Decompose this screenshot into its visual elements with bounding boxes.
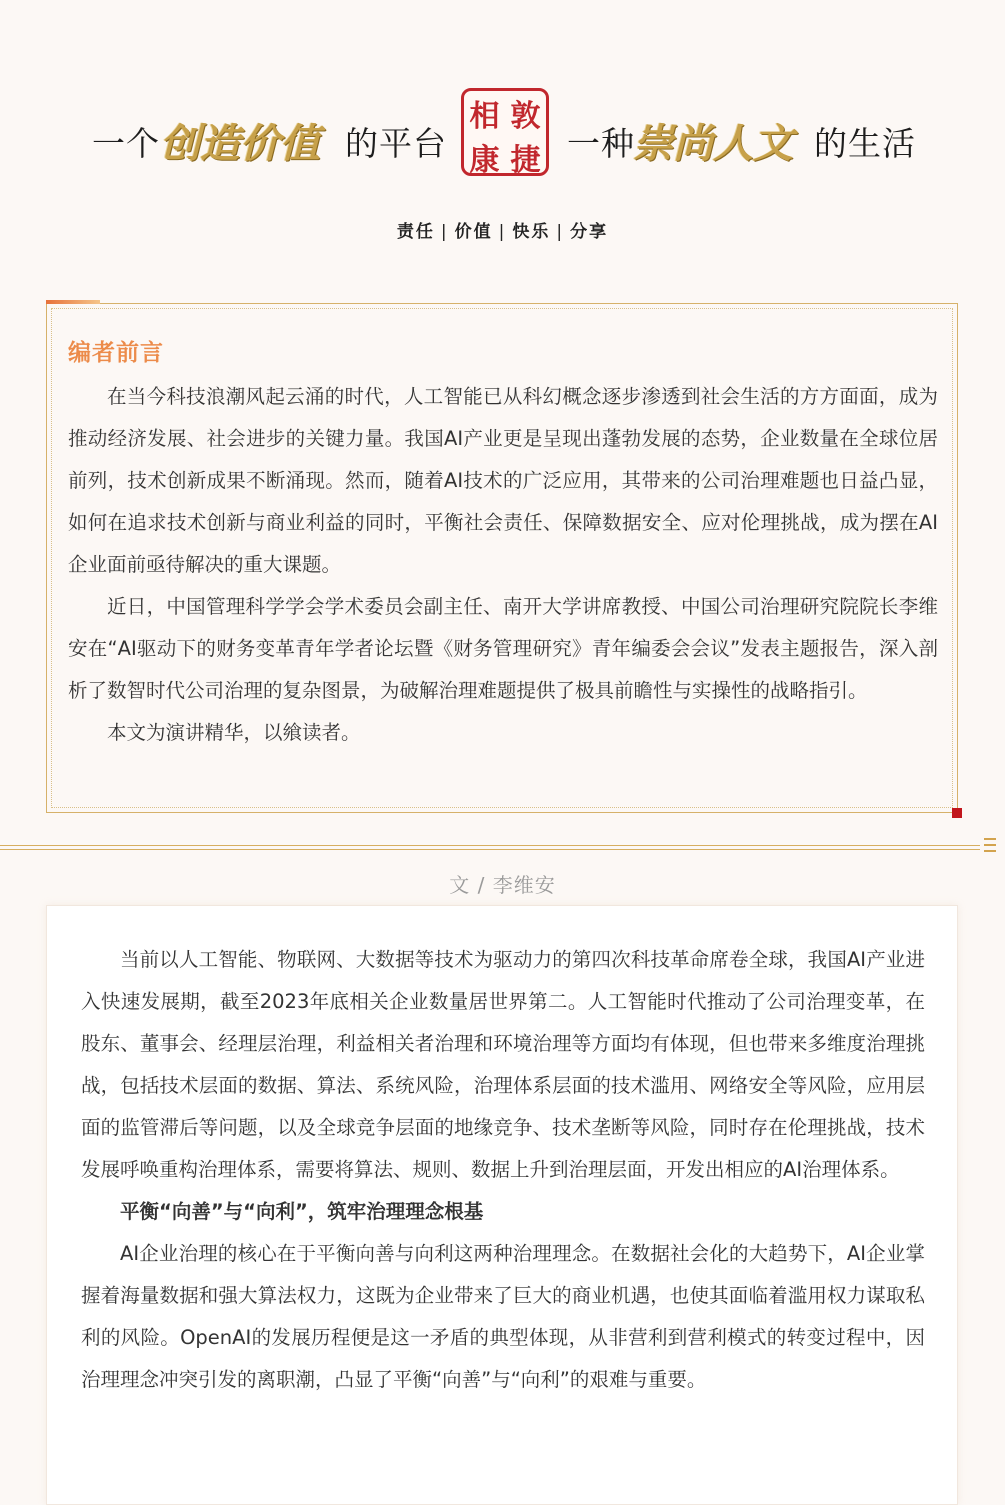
slogan-left-prefix: 一个 — [92, 124, 160, 163]
preface-corner-mark — [952, 808, 962, 818]
tagline-separator: | — [556, 222, 565, 242]
values-tagline — [0, 217, 1005, 242]
seal-char-4: 捷 — [510, 143, 541, 178]
preface-body — [68, 376, 938, 754]
preface-title: 编者前言 — [68, 340, 164, 366]
menu-icon — [984, 838, 996, 852]
brand-seal-logo — [461, 88, 549, 176]
section-divider — [0, 845, 980, 851]
slogan-right-highlight: 崇尚人文 — [633, 120, 793, 167]
article-paragraph: 当前以人工智能、物联网、大数据等技术为驱动力的第四次科技革命席卷全球，我国AI产业进入快速发展期，截至2023年底相关企业数量居世界第二。人工智能时代推动了公司治理变革，在股东、董事会、经理层治理，利益相关者治理和环境治理等方面均有体现，但也带来多维度治理挑战，包括技术层面的数据、算法、系统风险，治理体系层面的技术滥用、网络安全等风险，应用层面的监管滞后等问题，以及全球竞争层面的地缘竞争、技术垄断等风险，同时存在伦理挑战，技术发展呼唤重构治理体系，需要将算法、规则、数据上升到治理层面，开发出相应的AI治理体系。 — [81, 948, 925, 1181]
slogan-left-highlight: 创造价值 — [160, 120, 320, 167]
slogan-left-suffix: 的平台 — [345, 124, 447, 163]
slogan-right-prefix: 一种 — [567, 124, 635, 163]
tagline-item: 分享 — [570, 222, 609, 242]
seal-char-3: 康 — [469, 143, 500, 178]
seal-char-1: 相 — [469, 99, 500, 134]
article-body — [81, 939, 925, 1401]
article-card — [46, 905, 958, 1505]
slogan-right-suffix: 的生活 — [814, 124, 916, 163]
tagline-item: 价值 — [454, 222, 493, 242]
tagline-item: 责任 — [396, 222, 435, 242]
article-section-heading: 平衡“向善”与“向利”，筑牢治理理念根基 — [120, 1200, 484, 1223]
tagline-separator: | — [440, 222, 449, 242]
preface-accent-bar — [46, 300, 100, 304]
preface-paragraph: 本文为演讲精华，以飨读者。 — [107, 721, 361, 744]
article-paragraph: AI企业治理的核心在于平衡向善与向利这两种治理理念。在数据社会化的大趋势下，AI企业掌握着海量数据和强大算法权力，这既为企业带来了巨大的商业机遇，也使其面临着滥用权力谋取私利的风险。OpenAI的发展历程便是这一矛盾的典型体现，从非营利到营利模式的转变过程中，因治理理念冲突引发的离职潮，凸显了平衡“向善”与“向利”的艰难与重要。 — [81, 1242, 925, 1391]
header-banner — [0, 0, 1005, 280]
seal-char-2: 敦 — [510, 99, 541, 134]
tagline-separator: | — [498, 222, 507, 242]
preface-paragraph: 在当今科技浪潮风起云涌的时代，人工智能已从科幻概念逐步渗透到社会生活的方方面面，成为推动经济发展、社会进步的关键力量。我国AI产业更是呈现出蓬勃发展的态势，企业数量在全球位居前列，技术创新成果不断涌现。然而，随着AI技术的广泛应用，其带来的公司治理难题也日益凸显，如何在追求技术创新与商业利益的同时，平衡社会责任、保障数据安全、应对伦理挑战，成为摆在AI企业面前亟待解决的重大课题。 — [68, 385, 938, 576]
editor-preface-box — [46, 303, 958, 813]
author-byline: 文 / 李维安 — [449, 873, 556, 897]
tagline-item: 快乐 — [512, 222, 551, 242]
preface-paragraph: 近日，中国管理科学学会学术委员会副主任、南开大学讲席教授、中国公司治理研究院院长李维安在“AI驱动下的财务变革青年学者论坛暨《财务管理研究》青年编委会会议”发表主题报告，深入剖析了数智时代公司治理的复杂图景，为破解治理难题提供了极具前瞻性与实操性的战略指引。 — [68, 595, 938, 702]
